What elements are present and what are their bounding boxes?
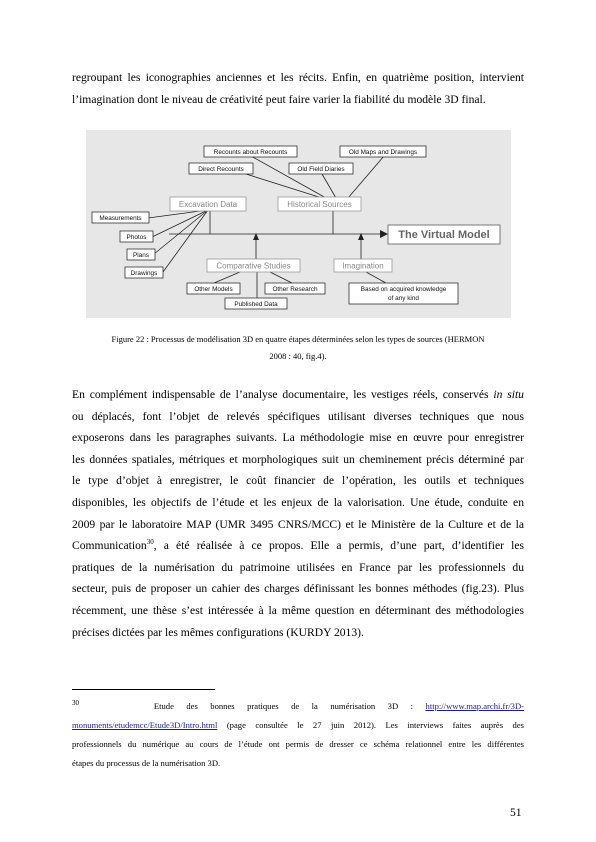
node-measurements	[92, 212, 149, 223]
svg-text:Other Research: Other Research	[272, 286, 318, 293]
svg-text:Photos: Photos	[126, 234, 147, 241]
diagram-canvas	[86, 130, 511, 318]
text-line	[72, 535, 524, 557]
diagram-connectors	[148, 156, 388, 298]
svg-text:Other Models: Other Models	[194, 286, 233, 293]
text-line: précises dictées par les mêmes configurations (KURDY 2013).	[72, 625, 364, 639]
figure-caption	[72, 331, 524, 365]
footnote-line: étapes du processus de la numérisation 3D.	[72, 758, 221, 768]
svg-text:Recounts about Recounts: Recounts about Recounts	[213, 149, 288, 156]
footnote-text: (page consultée le 27 juin 2012). Les interviews faites auprès des	[217, 720, 524, 730]
caption-line: Figure 22 : Processus de modélisation 3D en quatre étapes déterminées selon les types de sources (HERMON	[111, 334, 485, 344]
node-historical-sources	[278, 197, 361, 211]
node-direct-recounts	[189, 163, 253, 174]
footnote-link[interactable]: http://www.map.archi.fr/3D-	[425, 701, 525, 711]
node-acquired-knowledge	[349, 283, 458, 304]
footnote-reference[interactable]: 30	[146, 538, 154, 547]
paragraph-main	[72, 384, 524, 643]
footnote-text: Etude des bonnes pratiques de la numérisation 3D :	[153, 701, 426, 711]
svg-text:Comparative Studies: Comparative Studies	[216, 261, 291, 271]
node-other-models	[187, 283, 240, 294]
footnote	[72, 697, 524, 773]
node-imagination	[334, 259, 392, 272]
text-line: exposerons dans les paragraphes suivants. La méthodologie mise en œuvre pour enregistrer	[72, 431, 524, 445]
text-segment: En complément indispensable de l’analyse documentaire, les vestiges réels, conservés	[72, 388, 494, 401]
svg-text:Plans: Plans	[133, 252, 149, 259]
node-old-maps-and-drawings	[340, 146, 426, 157]
footnote-line: professionnels du numérique au cours de l’étude ont permis de dresser ce schéma relationnel entre les différentes	[72, 739, 524, 749]
node-recounts-about-recounts	[204, 146, 297, 157]
node-old-field-diaries	[289, 163, 353, 174]
page-number: 51	[510, 806, 522, 819]
text-line: récemment, une thèse s’est intéressée à la même question en déterminant des méthodologies	[72, 603, 524, 617]
text-line: pratiques de la numérisation du patrimoine utilisées en France par les professionnels du	[72, 560, 524, 574]
text-segment: Communication	[72, 539, 147, 553]
node-virtual-model	[388, 225, 500, 244]
svg-text:Published Data: Published Data	[234, 301, 278, 308]
text-line: regroupant les iconographies anciennes et les récits. Enfin, en quatrième position, intervient	[72, 71, 524, 84]
modeling-process-diagram	[86, 130, 511, 318]
text-line: les données spatiales, métriques et morphologiques suit un cheminement précis déterminé par	[72, 452, 524, 466]
text-line: disponibles, les objectifs de l’étude et les enjeux de la valorisation. Une étude, conduite en	[72, 495, 524, 509]
svg-text:Historical Sources: Historical Sources	[287, 200, 352, 209]
footnote-separator	[72, 689, 215, 690]
node-drawings	[125, 267, 163, 278]
text-line: l’imagination dont le niveau de créativité peut faire varier la fiabilité du modèle 3D final.	[72, 92, 486, 106]
node-plans	[127, 249, 155, 260]
svg-text:Direct Recounts: Direct Recounts	[198, 166, 244, 173]
svg-text:Based on acquired knowledge: Based on acquired knowledge	[360, 286, 447, 293]
node-published-data	[225, 298, 287, 309]
text-line	[72, 384, 524, 406]
footnote-line	[72, 716, 524, 735]
text-line: 2009 par le laboratoire MAP (UMR 3495 CNRS/MCC) et le Ministère de la Culture et de la	[72, 517, 524, 531]
italic-term: in situ	[493, 388, 524, 401]
caption-line: 2008 : 40, fig.4).	[269, 351, 327, 361]
node-other-research	[265, 283, 325, 294]
svg-text:Old Maps and Drawings: Old Maps and Drawings	[348, 149, 418, 156]
svg-text:Old Field Diaries: Old Field Diaries	[297, 166, 345, 173]
svg-text:Excavation Data: Excavation Data	[178, 200, 238, 209]
svg-text:of any kind: of any kind	[388, 295, 419, 302]
paragraph-intro	[72, 67, 524, 110]
svg-text:The Virtual Model: The Virtual Model	[398, 229, 490, 241]
text-line: le type d’objet à enregistrer, le coût financier de l’opération, les outils et techniques	[72, 474, 524, 488]
svg-text:Measurements: Measurements	[99, 215, 142, 222]
node-excavation-data	[170, 197, 246, 211]
text-segment: , a été réalisée à ce propos. Elle a permis, d’une part, d’identifier les	[153, 539, 524, 553]
text-line: ou déplacés, font l’objet de relevés spécifiques utilisant diverses techniques que nous	[72, 409, 524, 423]
svg-text:Drawings: Drawings	[130, 270, 158, 277]
node-comparative-studies	[207, 259, 300, 272]
footnote-number: 30	[72, 699, 79, 708]
svg-text:Imagination: Imagination	[342, 261, 384, 271]
footnote-line	[72, 697, 524, 716]
text-line: secteur, puis de proposer un cahier des charges définissant les bonnes méthodes (fig.23). Plus	[72, 582, 524, 596]
footnote-link[interactable]: monuments/etudemcc/Etude3D/Intro.html	[72, 720, 218, 730]
node-photos	[120, 231, 153, 242]
